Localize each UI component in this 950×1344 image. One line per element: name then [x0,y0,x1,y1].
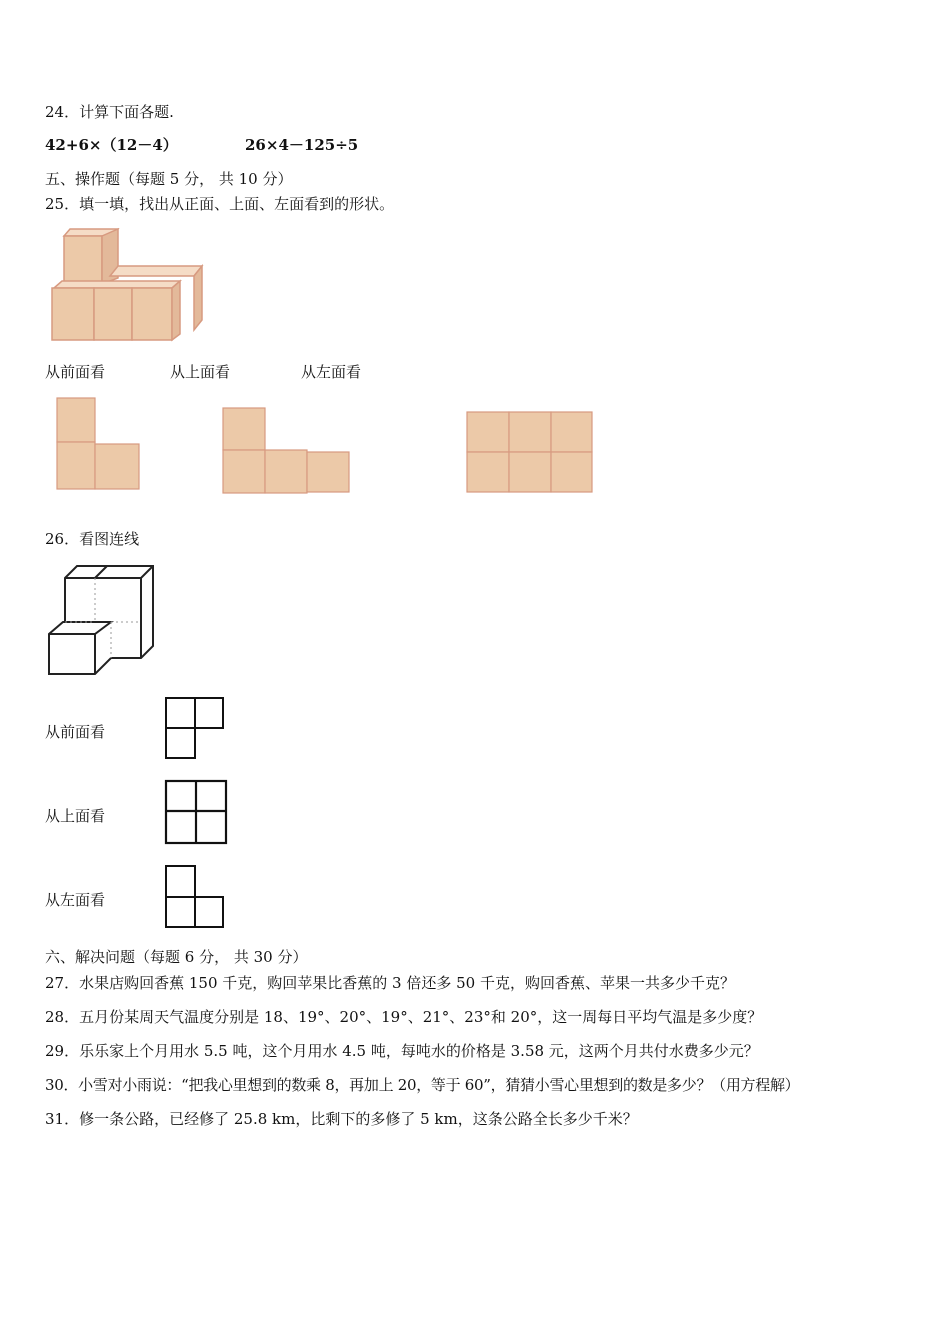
q25-label-top: 从上面看 [170,363,231,381]
q26-view-l-shape-top[interactable] [162,694,226,762]
section-5-heading: 五、操作题（每题 5 分， 共 10 分） [45,170,293,188]
q24-expression-2: 26×4－125÷5 [245,136,359,154]
section-6-heading: 六、解决问题（每题 6 分， 共 30 分） [45,948,308,966]
problem-30: 30．小雪对小雨说：“把我心里想到的数乘 8，再加上 20，等于 60”，猜猜小雪心里想到的数是多少？（用方程解） [45,1076,800,1094]
q25-cube-stack-figure [48,226,208,344]
q24-expression-1: 42+6×（12－4） [45,136,178,154]
q26-view-square-grid[interactable] [162,777,230,847]
q26-view-l-shape-bottom[interactable] [162,862,226,932]
q24-title: 24．计算下面各题. [45,103,174,121]
problem-31: 31．修一条公路，已经修了 25.8 km，比剩下的多修了 5 km，这条公路全长多少千米？ [45,1110,638,1128]
problem-27: 27．水果店购回香蕉 150 千克，购回苹果比香蕉的 3 倍还多 50 千克，购回香蕉、苹果一共多少千克？ [45,974,735,992]
q25-label-front: 从前面看 [45,363,106,381]
q26-label-top[interactable]: 从上面看 [45,807,106,825]
q26-label-left[interactable]: 从左面看 [45,891,106,909]
q25-label-left: 从左面看 [301,363,362,381]
q25-view-option-1[interactable] [55,396,145,494]
q26-title: 26．看图连线 [45,530,140,548]
q25-title: 25．填一填，找出从正面、上面、左面看到的形状。 [45,195,395,213]
q25-view-option-2[interactable] [220,405,352,495]
problem-28: 28．五月份某周天气温度分别是 18、19°、20°、19°、21°、23°和 20°，这一周每日平均气温是多少度？ [45,1008,763,1026]
q25-view-option-3[interactable] [464,409,596,495]
problem-29: 29．乐乐家上个月用水 5.5 吨，这个月用水 4.5 吨，每吨水的价格是 3.58 元，这两个月共付水费多少元？ [45,1042,759,1060]
q26-label-front[interactable]: 从前面看 [45,723,106,741]
q26-isometric-figure [45,562,160,680]
